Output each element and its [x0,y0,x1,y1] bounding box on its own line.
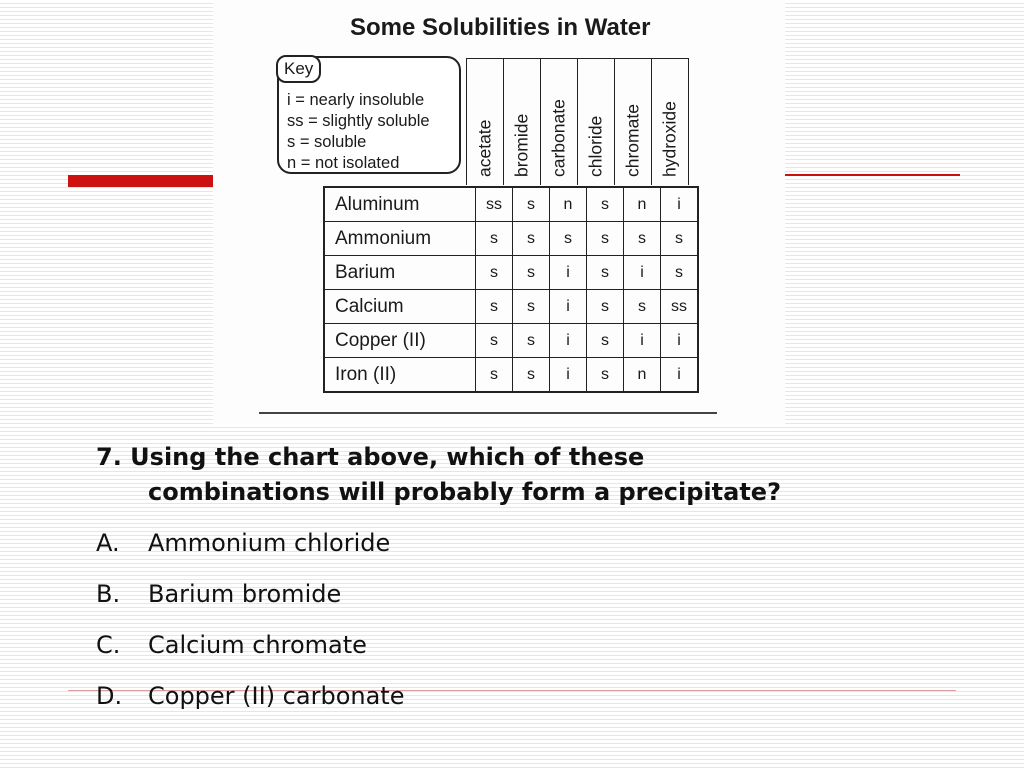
table-row [324,187,698,222]
table-cell: s [476,256,513,290]
table-cell: s [587,222,624,256]
column-header: bromide [504,59,541,186]
column-header: carbonate [541,59,578,186]
answer-option-a: A. Ammonium chloride [96,529,391,557]
table-cell: i [661,358,699,393]
table-cell: i [550,324,587,358]
row-label: Barium [324,256,476,290]
column-header: chloride [578,59,615,186]
key-line: i = nearly insoluble [287,91,425,109]
table-cell: ss [661,290,699,324]
key-box [277,56,461,174]
table-cell: i [661,324,699,358]
table-cell: n [550,187,587,222]
table-cell: s [476,222,513,256]
solubility-table [323,186,699,393]
table-cell: s [476,324,513,358]
table-cell: s [513,290,550,324]
table-cell: s [624,290,661,324]
row-label: Calcium [324,290,476,324]
table-cell: s [587,324,624,358]
table-cell: i [624,324,661,358]
table-cell: s [513,324,550,358]
column-header: hydroxide [652,59,689,186]
table-cell: n [624,187,661,222]
table-row [324,358,698,393]
answer-option-d: D. Copper (II) carbonate [96,682,405,710]
column-header: acetate [467,59,504,186]
table-cell: ss [476,187,513,222]
accent-line [760,174,960,176]
table-cell: s [587,187,624,222]
row-label: Aluminum [324,187,476,222]
table-cell: s [587,256,624,290]
table-cell: s [550,222,587,256]
table-cell: i [624,256,661,290]
figure-title: Some Solubilities in Water [350,14,651,41]
row-label: Ammonium [324,222,476,256]
key-title: Key [276,55,321,83]
table-cell: n [624,358,661,393]
table-row [324,290,698,324]
question-stem: 7. Using the chart above, which of these combinations will probably form a precipitate? [96,443,781,506]
table-cell: i [550,290,587,324]
key-line: ss = slightly soluble [287,112,430,130]
key-line: s = soluble [287,133,367,151]
table-row [324,222,698,256]
table-cell: i [550,256,587,290]
table-cell: i [550,358,587,393]
key-lines [287,90,430,174]
table-cell: s [513,358,550,393]
accent-bar [68,175,228,187]
key-line: n = not isolated [287,154,400,172]
table-cell: s [587,358,624,393]
column-header: chromate [615,59,652,186]
table-cell: i [661,187,699,222]
table-cell: s [661,256,699,290]
table-cell: s [661,222,699,256]
divider [259,412,717,414]
answer-option-c: C. Calcium chromate [96,631,367,659]
answer-option-b: B. Barium bromide [96,580,342,608]
table-cell: s [476,290,513,324]
table-cell: s [513,187,550,222]
question-block [96,440,956,714]
column-headers [466,58,689,185]
row-label: Iron (II) [324,358,476,393]
table-cell: s [476,358,513,393]
table-cell: s [587,290,624,324]
table-row [324,324,698,358]
solubility-figure [213,0,785,425]
table-cell: s [624,222,661,256]
table-row [324,256,698,290]
table-cell: s [513,222,550,256]
row-label: Copper (II) [324,324,476,358]
table-cell: s [513,256,550,290]
